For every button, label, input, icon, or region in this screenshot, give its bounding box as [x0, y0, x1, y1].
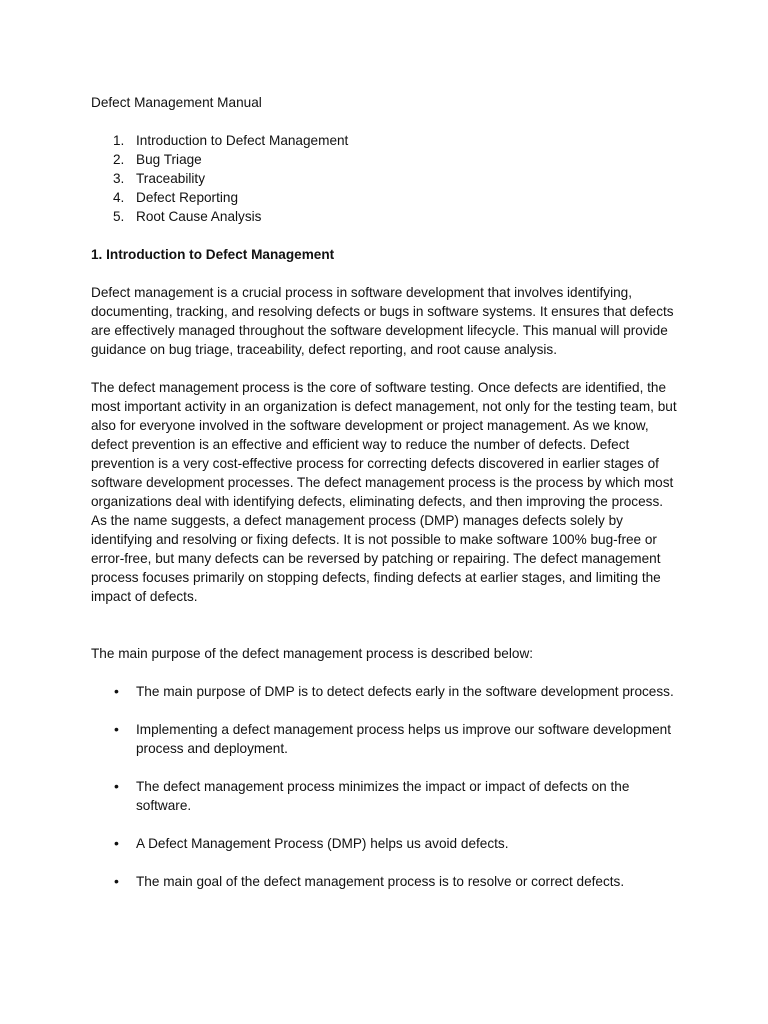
bullet-text: The main goal of the defect management process is to resolve or correct defects. [136, 874, 625, 889]
toc-number: 5. [113, 209, 125, 224]
purpose-bullet-list [91, 682, 681, 891]
toc-item [91, 207, 681, 226]
list-item [91, 777, 681, 815]
list-item [91, 720, 681, 758]
toc-item [91, 150, 681, 169]
list-item [91, 834, 681, 853]
purpose-intro-paragraph: The main purpose of the defect management process is described below: [91, 646, 534, 661]
process-paragraph: The defect management process is the core of software testing. Once defects are identified, the most important activity in an organization is defect management, not only for the testing team, but also for everyone involved in the software development or project management. As we know, defect prevention is an effective and efficient way to reduce the number of defects. Defect prevention is a very cost-effective process for correcting defects discovered in earlier stages of software development processes. The defect management process is the process by which most organizations deal with identifying defects, eliminating defects, and then improving the process. As the name suggests, a defect management process (DMP) manages defects solely by identifying and resolving or fixing defects. It is not possible to make software 100% bug-free or error-free, but many defects can be reversed by patching or repairing. The defect management process focuses primarily on stopping defects, finding defects at earlier stages, and limiting the impact of defects. [91, 380, 677, 604]
bullet-text: The main purpose of DMP is to detect defects early in the software development process. [136, 684, 674, 699]
toc-label: Bug Triage [136, 152, 202, 167]
document-title: Defect Management Manual [91, 95, 262, 110]
table-of-contents [91, 131, 681, 226]
toc-number: 4. [113, 190, 125, 205]
bullet-icon: • [114, 835, 119, 851]
intro-paragraph: Defect management is a crucial process in software development that involves identifying, documenting, tracking, and resolving defects or bugs in software systems. It ensures that defects are effectively managed throughout the software development lifecycle. This manual will provide guidance on bug triage, traceability, defect reporting, and root cause analysis. [91, 285, 674, 357]
bullet-icon: • [114, 873, 119, 889]
bullet-text: The defect management process minimizes the impact or impact of defects on the software. [136, 779, 630, 813]
toc-item [91, 188, 681, 207]
bullet-text: A Defect Management Process (DMP) helps us avoid defects. [136, 836, 509, 851]
toc-number: 3. [113, 171, 125, 186]
toc-item [91, 169, 681, 188]
bullet-text: Implementing a defect management process helps us improve our software development process and deployment. [136, 722, 671, 756]
bullet-icon: • [114, 721, 119, 737]
toc-number: 1. [113, 133, 125, 148]
list-item [91, 872, 681, 891]
document-page [91, 93, 681, 910]
toc-label: Traceability [136, 171, 205, 186]
section-heading: 1. Introduction to Defect Management [91, 247, 335, 262]
toc-label: Defect Reporting [136, 190, 239, 205]
toc-item [91, 131, 681, 150]
list-item [91, 682, 681, 701]
toc-number: 2. [113, 152, 125, 167]
toc-label: Root Cause Analysis [136, 209, 262, 224]
bullet-icon: • [114, 683, 119, 699]
bullet-icon: • [114, 778, 119, 794]
toc-label: Introduction to Defect Management [136, 133, 349, 148]
